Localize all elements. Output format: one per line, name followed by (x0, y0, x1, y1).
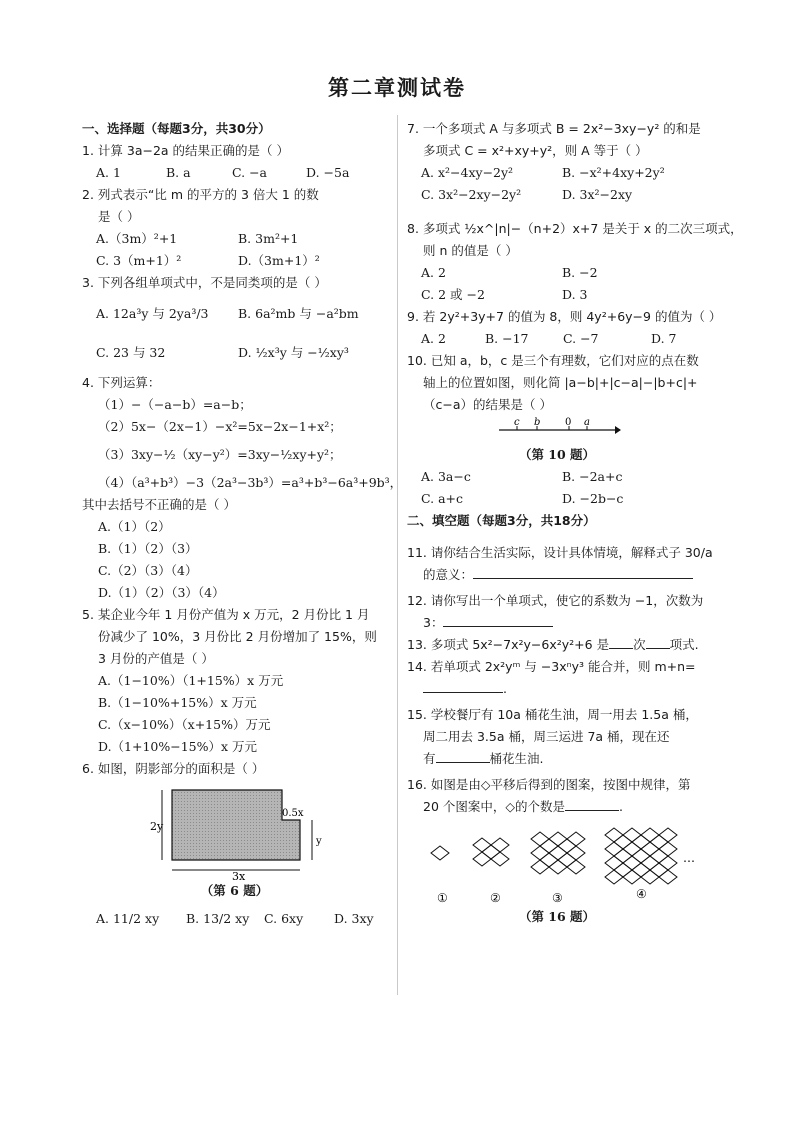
q7-option-b[interactable]: B. −x²+4xy+2y² (562, 165, 665, 180)
q2-option-a[interactable]: A.（3m）²+1 (96, 231, 178, 246)
q15-stem: 15. 学校餐厅有 10a 桶花生油，周一用去 1.5a 桶， (407, 707, 698, 722)
q5-stem-cont: 份减少了 10%，3 月份比 2 月份增加了 15%，则 (98, 629, 377, 644)
q10-option-a[interactable]: A. 3a−c (421, 469, 471, 484)
diamond-shape (623, 870, 641, 884)
q1-stem: 1. 计算 3a−2a 的结果正确的是（ ） (82, 143, 290, 158)
q16-answer-blank[interactable] (565, 796, 619, 811)
q6-option-d[interactable]: D. 3xy (334, 911, 374, 926)
q13-blank-terms[interactable] (646, 634, 670, 649)
q10-caption: （第 10 题） (518, 447, 596, 462)
q1-option-d[interactable]: D. −5a (306, 165, 350, 180)
q13-stem: 13. 多项式 5x²−7x²y−6x²y²+6 是 (407, 637, 610, 652)
q16-pattern-diagram (407, 826, 707, 906)
pattern-4 (605, 828, 677, 884)
pattern-label-1: ① (437, 891, 448, 905)
point-b: b (534, 417, 541, 428)
q4-item-4: （4）（a³+b³）−3（2a³−3b³）=a³+b³−6a³+9b³， (98, 475, 403, 490)
diamond-shape (641, 870, 659, 884)
diamond-shape (659, 870, 677, 884)
page-title: 第二章测试卷 (328, 76, 466, 100)
q2-option-b[interactable]: B. 3m²+1 (238, 231, 299, 246)
diamond-shape (549, 846, 567, 860)
diamond-shape (623, 842, 641, 856)
label-2y: 2y (150, 820, 164, 833)
left-column (82, 118, 403, 936)
q4-item-2: （2）5x−（2x−1）−x²=5x−2x−1+x²； (98, 419, 342, 434)
q13-blank-degree[interactable] (609, 634, 633, 649)
q15-stem-cont: 周二用去 3.5a 桶，周三运进 7a 桶，现在还 (423, 729, 670, 744)
q15-answer-blank[interactable] (436, 748, 490, 763)
q6-diagram (82, 780, 387, 880)
column-divider (397, 115, 398, 995)
q6-option-a[interactable]: A. 11/2 xy (96, 911, 160, 926)
q10-option-c[interactable]: C. a+c (421, 491, 463, 506)
q16-caption: （第 16 题） (518, 909, 596, 924)
diamond-shape (659, 856, 677, 870)
diamond-shape (650, 835, 668, 849)
q3-stem: 3. 下列各组单项式中，不是同类项的是（ ） (82, 275, 327, 290)
q8-stem-cont: 则 n 的值是（ ） (423, 243, 518, 258)
q4-item-3: （3）3xy−½（xy−y²）=3xy−½xy+y²； (98, 447, 342, 462)
q7-option-d[interactable]: D. 3x²−2xy (562, 187, 633, 202)
q1-option-a[interactable]: A. 1 (96, 165, 121, 180)
q7-option-a[interactable]: A. x²−4xy−2y² (421, 165, 514, 180)
q9-option-b[interactable]: B. −17 (485, 331, 529, 346)
q13-end: 项式. (669, 637, 699, 652)
q10-stem-cont2: （c−a）的结果是（ ） (423, 397, 552, 412)
q10-option-d[interactable]: D. −2b−c (562, 491, 624, 506)
q4-item-1: （1）−（−a−b）=a−b； (98, 397, 252, 412)
section-choice-heading: 一、选择题（每题3分，共30分） (82, 121, 271, 136)
number-line-diagram (407, 416, 707, 444)
diamond-shape (531, 846, 549, 860)
diamond-shape (641, 856, 659, 870)
pattern-2 (473, 838, 509, 866)
pattern-3 (531, 832, 585, 874)
q14-end: . (503, 681, 507, 696)
q6-option-c[interactable]: C. 6xy (264, 911, 304, 926)
diamond-shape (549, 832, 567, 846)
q3-option-b[interactable]: B. 6a²mb 与 −a²bm (238, 306, 359, 321)
q11-answer-blank[interactable] (473, 564, 693, 579)
q13-mid: 次 (633, 637, 646, 652)
diamond-shape (473, 852, 491, 866)
diamond-shape (567, 846, 585, 860)
diamond-shape (614, 863, 632, 877)
q4-option-a[interactable]: A.（1）（2） (98, 519, 171, 534)
q16-stem-a: 20 个图案中，◇的个数是 (423, 799, 565, 814)
q9-stem: 9. 若 2y²+3y+7 的值为 8，则 4y²+6y−9 的值为（ ） (407, 309, 722, 324)
q8-stem: 8. 多项式 ½x^|n|−（n+2）x+7 是关于 x 的二次三项式， (407, 221, 743, 236)
diamond-shape (482, 845, 500, 859)
diamond-shape (549, 860, 567, 874)
q9-option-c[interactable]: C. −7 (563, 331, 599, 346)
q12-stem: 12. 请你写出一个单项式，使它的系数为 −1，次数为 (407, 593, 704, 608)
q2-option-c[interactable]: C. 3（m+1）² (96, 253, 182, 268)
diamond-shape (623, 856, 641, 870)
q16-stem-b: . (619, 799, 623, 814)
q5-option-a[interactable]: A.（1−10%）（1+15%）x 万元 (98, 673, 284, 688)
point-a: a (584, 417, 590, 428)
q7-option-c[interactable]: C. 3x²−2xy−2y² (421, 187, 522, 202)
pattern-label-3: ③ (552, 891, 563, 905)
q11-stem-cont: 的意义： (423, 567, 474, 582)
q2-stem-cont: 是（ ） (98, 209, 140, 224)
q6-option-b[interactable]: B. 13/2 xy (186, 911, 250, 926)
diamond-shape (605, 870, 623, 884)
right-column (407, 118, 743, 928)
q4-option-b[interactable]: B.（1）（2）（3） (98, 541, 198, 556)
pattern-label-2: ② (490, 891, 501, 905)
q15-stem-a: 有 (423, 751, 436, 766)
shaded-region (172, 790, 300, 860)
label-y: y (316, 836, 322, 847)
point-c: c (514, 417, 520, 428)
q7-stem: 7. 一个多项式 A 与多项式 B = 2x²−3xy−y² 的和是 (407, 121, 701, 136)
diamond-shape (614, 849, 632, 863)
diamond-shape (531, 860, 549, 874)
diamond-shape (623, 828, 641, 842)
pattern-label-4: ④ (636, 887, 647, 901)
diamond-shape (641, 842, 659, 856)
diamond-shape (558, 853, 576, 867)
diamond-shape (540, 853, 558, 867)
q1-option-b[interactable]: B. a (166, 165, 191, 180)
q8-option-d[interactable]: D. 3 (562, 287, 588, 302)
diamond-shape (605, 856, 623, 870)
q1-options (82, 162, 387, 184)
q6-caption: （第 6 题） (200, 883, 269, 898)
diamond-shape (605, 842, 623, 856)
q3-option-c[interactable]: C. 23 与 32 (96, 345, 166, 360)
q4-stem: 4. 下列运算： (82, 375, 161, 390)
diamond-shape (632, 863, 650, 877)
axis-arrow (615, 426, 621, 434)
point-0: 0 (565, 417, 572, 428)
q5-stem-cont2: 3 月份的产值是（ ） (98, 651, 214, 666)
label-3x: 3x (232, 870, 246, 880)
q3-option-a[interactable]: A. 12a³y 与 2ya³/3 (96, 306, 209, 321)
q4-ask: 其中去括号不正确的是（ ） (82, 497, 236, 512)
q10-stem: 10. 已知 a，b，c 是三个有理数，它们对应的点在数 (407, 353, 699, 368)
diamond-shape (659, 842, 677, 856)
q15-stem-b: 桶花生油. (489, 751, 544, 766)
q3-option-d[interactable]: D. ½x³y 与 −½xy³ (238, 345, 349, 360)
q10-stem-cont: 轴上的位置如图，则化简 |a−b|+|c−a|−|b+c|+ (423, 375, 698, 390)
q6-stem: 6. 如图，阴影部分的面积是（ ） (82, 761, 265, 776)
q7-stem-cont: 多项式 C = x²+xy+y²，则 A 等于（ ） (423, 143, 648, 158)
q9-option-a[interactable]: A. 2 (421, 331, 446, 346)
q4-option-d[interactable]: D.（1）（2）（3）（4） (98, 585, 225, 600)
diamond-shape (650, 863, 668, 877)
diamond-shape (632, 835, 650, 849)
diamond-shape (558, 839, 576, 853)
q14-stem: 14. 若单项式 2x²yᵐ 与 −3xⁿy³ 能合并，则 m+n= (407, 659, 696, 674)
q10-option-b[interactable]: B. −2a+c (562, 469, 623, 484)
q16-stem: 16. 如图是由◇平移后得到的图案，按图中规律，第 (407, 777, 691, 792)
q6-figure (82, 780, 387, 880)
diamond-shape (650, 849, 668, 863)
q9-option-d[interactable]: D. 7 (651, 331, 677, 346)
q11-stem: 11. 请你结合生活实际，设计具体情境，解释式子 30/a (407, 545, 713, 560)
diamond-shape (491, 838, 509, 852)
q1-option-c[interactable]: C. −a (232, 165, 267, 180)
q8-option-b[interactable]: B. −2 (562, 265, 598, 280)
diamond-shape (540, 839, 558, 853)
pattern-1 (431, 846, 449, 860)
q10-number-line (407, 416, 707, 444)
q2-stem: 2. 列式表示“比 m 的平方的 3 倍大 1 的数 (82, 187, 319, 202)
diamond-shape (567, 860, 585, 874)
q8-option-c[interactable]: C. 2 或 −2 (421, 287, 485, 302)
diamond-shape (567, 832, 585, 846)
q5-option-d[interactable]: D.（1+10%−15%）x 万元 (98, 739, 258, 754)
diamond-shape (531, 832, 549, 846)
q4-option-c[interactable]: C.（2）（3）（4） (98, 563, 198, 578)
section-fill-heading: 二、填空题（每题3分，共18分） (407, 513, 596, 528)
q5-option-c[interactable]: C.（x−10%）（x+15%）万元 (98, 717, 271, 732)
diamond-shape (632, 849, 650, 863)
q5-option-b[interactable]: B.（1−10%+15%）x 万元 (98, 695, 257, 710)
diamond-shape (614, 835, 632, 849)
diamond-shape (473, 838, 491, 852)
q12-answer-blank[interactable] (443, 612, 553, 627)
diamond-shape (491, 852, 509, 866)
diamond-shape (659, 828, 677, 842)
q12-stem-cont: 3： (423, 615, 444, 630)
q14-answer-blank[interactable] (423, 678, 503, 693)
label-0-5x: 0.5x (282, 808, 304, 819)
q5-stem: 5. 某企业今年 1 月份产值为 x 万元，2 月份比 1 月 (82, 607, 370, 622)
diamond-shape (641, 828, 659, 842)
diamond-shape (605, 828, 623, 842)
q8-option-a[interactable]: A. 2 (421, 265, 446, 280)
q16-figure (407, 826, 707, 906)
q2-option-d[interactable]: D.（3m+1）² (238, 253, 320, 268)
pattern-ellipsis: … (683, 851, 695, 865)
diamond-shape (431, 846, 449, 860)
